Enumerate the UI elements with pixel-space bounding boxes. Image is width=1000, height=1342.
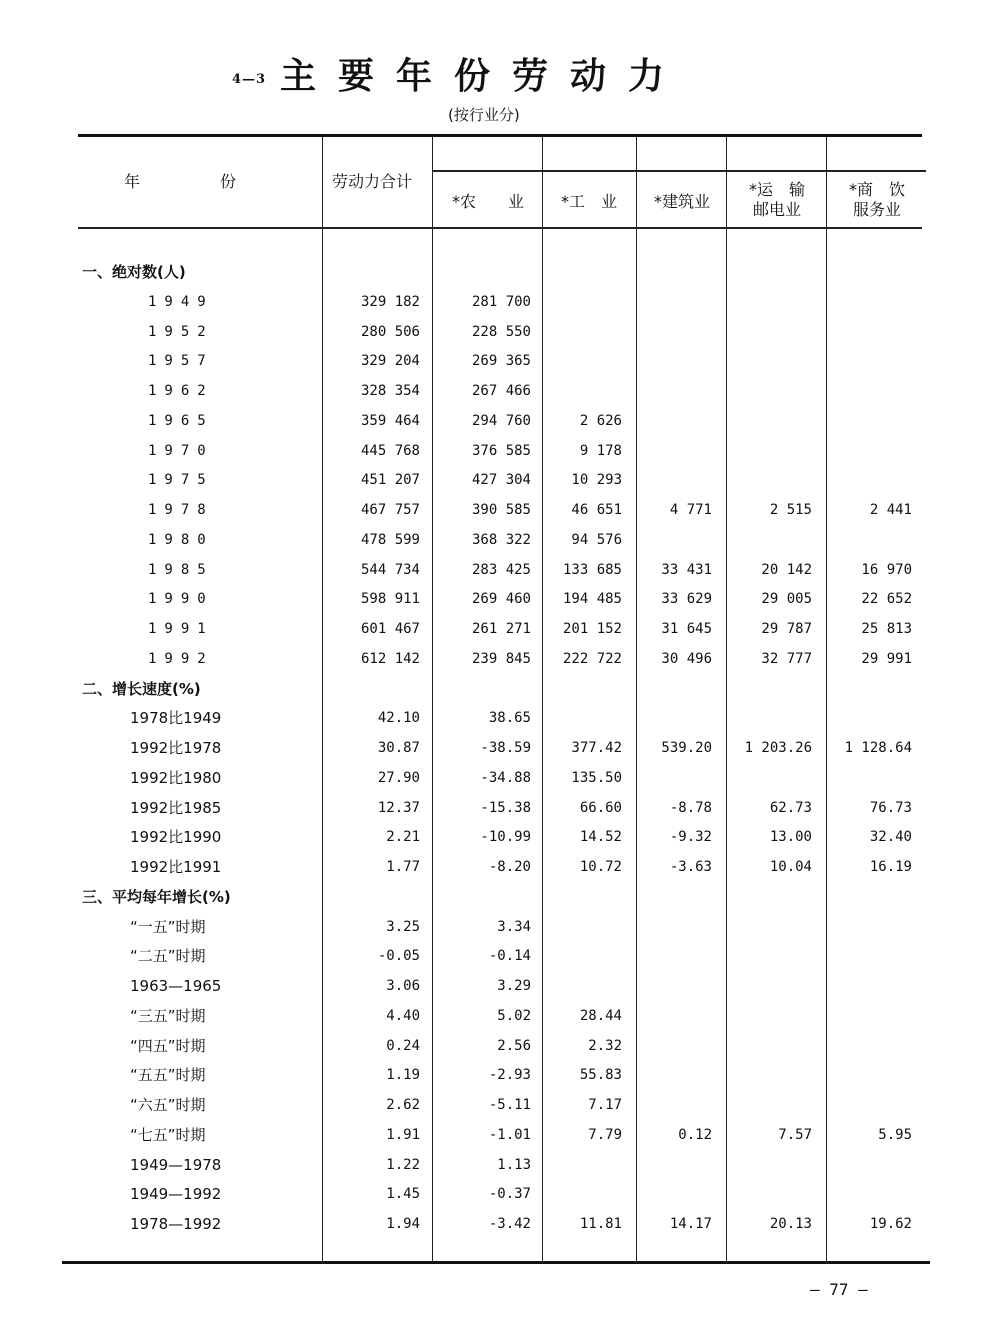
table-cell: 20 142 (761, 561, 812, 578)
table-cell: -3.42 (488, 1216, 531, 1232)
table-cell: 2 441 (869, 502, 912, 518)
table-row (0, 1121, 1000, 1151)
table-cell: 222 722 (562, 650, 622, 667)
row-label: “五五”时期 (130, 1066, 206, 1085)
row-label: 1978比1949 (130, 709, 222, 728)
row-label: “二五”时期 (130, 947, 206, 966)
table-cell: 10.04 (769, 859, 812, 875)
table-cell: 4.40 (386, 1007, 420, 1024)
table-cell: -34.88 (480, 769, 531, 786)
table-row (0, 942, 1000, 972)
table-cell: 12.37 (377, 799, 420, 816)
row-label: 1949—1992 (130, 1185, 222, 1204)
table-cell: 467 757 (360, 502, 420, 518)
table-cell: 16.19 (869, 859, 912, 875)
table-cell: 294 760 (471, 412, 531, 429)
table-cell: -1.01 (488, 1126, 531, 1143)
table-cell: 46 651 (571, 502, 622, 518)
section-row (0, 258, 1000, 288)
table-row (0, 615, 1000, 645)
table-cell: 1.13 (497, 1156, 531, 1173)
header-rule (78, 227, 922, 229)
table-row (0, 1180, 1000, 1210)
table-row (0, 318, 1000, 348)
table-cell: 281 700 (471, 293, 531, 310)
table-cell: 445 768 (360, 442, 420, 459)
table-cell: 5.02 (497, 1007, 531, 1024)
row-label: 1991 (148, 621, 214, 637)
table-cell: 13.00 (769, 829, 812, 846)
table-cell: 2.21 (386, 829, 420, 846)
table-cell: 427 304 (471, 472, 531, 489)
table-cell: 451 207 (360, 472, 420, 489)
table-cell: 9 178 (579, 442, 622, 459)
row-label: 1990 (148, 591, 214, 608)
row-label: 1975 (148, 472, 214, 489)
title-row (0, 48, 1000, 98)
header-industry-label: *工 业 (560, 192, 617, 211)
table-cell: 377.42 (571, 740, 622, 756)
header-commerce (832, 180, 922, 220)
table-cell: 2 515 (769, 502, 812, 518)
table-cell: 38.65 (488, 710, 531, 727)
header-transport-line2: 邮电业 (752, 200, 801, 219)
table-cell: 2.62 (386, 1097, 420, 1113)
table-cell: 601 467 (360, 621, 420, 637)
header-agriculture-label: *农 业 (451, 192, 524, 211)
table-cell: 1.45 (386, 1186, 420, 1203)
table-row (0, 466, 1000, 496)
table-cell: 359 464 (360, 412, 420, 429)
page-title: 主要年份劳动力 (280, 55, 687, 97)
subtitle: (按行业分) (448, 106, 520, 124)
table-cell: 1.77 (386, 859, 420, 875)
row-label: 1992比1980 (130, 768, 222, 787)
table-cell: 2.32 (588, 1037, 622, 1054)
table-cell: 42.10 (377, 710, 420, 727)
table-cell: 261 271 (471, 621, 531, 637)
row-label: 1985 (148, 561, 214, 578)
row-label: “七五”时期 (130, 1125, 206, 1144)
table-cell: 544 734 (360, 561, 420, 578)
table-cell: 16 970 (861, 561, 912, 578)
table-cell: 3.06 (386, 978, 420, 994)
table-row (0, 823, 1000, 853)
row-label: 1963—1965 (130, 977, 222, 995)
header-year: 年 份 (124, 172, 237, 191)
table-cell: 0.24 (386, 1037, 420, 1054)
table-cell: 228 550 (471, 323, 531, 340)
table-cell: 194 485 (562, 591, 622, 608)
table-cell: 135.50 (571, 769, 622, 786)
table-cell: 329 182 (360, 293, 420, 310)
table-cell: 32.40 (869, 829, 912, 846)
table-row (0, 972, 1000, 1002)
table-cell: -15.38 (480, 799, 531, 816)
header-transport-line1: *运 输 (748, 180, 805, 199)
table-cell: 239 845 (471, 650, 531, 667)
table-cell: 28.44 (579, 1007, 622, 1024)
table-cell: 328 354 (360, 383, 420, 399)
row-label: 1978 (148, 502, 214, 518)
row-label: 1970 (148, 442, 214, 459)
table-cell: -8.78 (669, 799, 712, 816)
table-cell: 3.34 (497, 918, 531, 935)
table-cell: 7.79 (588, 1126, 622, 1143)
table-cell: 33 431 (661, 561, 712, 578)
table-cell: 29 787 (761, 621, 812, 637)
section-row (0, 883, 1000, 913)
table-cell: 539.20 (661, 740, 712, 756)
table-row (0, 704, 1000, 734)
table-cell: 22 652 (861, 591, 912, 608)
table-cell: 0.12 (678, 1126, 712, 1143)
table-row (0, 496, 1000, 526)
table-cell: 11.81 (579, 1216, 622, 1232)
section-label: 二、增长速度(%) (82, 679, 201, 698)
table-cell: 29 991 (861, 650, 912, 667)
header-construction (640, 192, 724, 212)
table-cell: -0.37 (488, 1186, 531, 1203)
row-label: 1992比1991 (130, 858, 222, 876)
row-label: 1992比1990 (130, 828, 222, 847)
table-cell: -38.59 (480, 740, 531, 756)
table-cell: 7.17 (588, 1097, 622, 1113)
table-cell: 27.90 (377, 769, 420, 786)
row-label: “一五”时期 (130, 917, 206, 936)
table-row (0, 1032, 1000, 1062)
table-row (0, 794, 1000, 824)
table-cell: 1.91 (386, 1126, 420, 1143)
table-row (0, 556, 1000, 586)
table-cell: -0.14 (488, 948, 531, 965)
table-cell: 269 365 (471, 353, 531, 370)
row-label: 1949—1978 (130, 1155, 222, 1174)
table-cell: 2 626 (579, 412, 622, 429)
table-row (0, 1061, 1000, 1091)
table-cell: 14.52 (579, 829, 622, 846)
header-transport (732, 180, 822, 220)
header-agriculture (438, 192, 538, 212)
table-cell: 1.22 (386, 1156, 420, 1173)
row-label: 1992比1985 (130, 798, 222, 817)
table-cell: 66.60 (579, 799, 622, 816)
table-row (0, 288, 1000, 318)
header-industry (546, 192, 632, 212)
table-row (0, 645, 1000, 675)
table-cell: 1.19 (386, 1067, 420, 1084)
table-row (0, 347, 1000, 377)
table-cell: 269 460 (471, 591, 531, 608)
table-row (0, 764, 1000, 794)
table-row (0, 585, 1000, 615)
table-cell: 30.87 (377, 740, 420, 756)
row-label: 1965 (148, 412, 214, 429)
table-cell: 1.94 (386, 1216, 420, 1232)
table-cell: 55.83 (579, 1067, 622, 1084)
table-cell: 376 585 (471, 442, 531, 459)
row-label: 1992 (148, 650, 214, 667)
table-cell: 1 128.64 (844, 740, 912, 756)
table-cell: 267 466 (471, 383, 531, 399)
table-cell: -10.99 (480, 829, 531, 846)
table-cell: 29 005 (761, 591, 812, 608)
table-cell: 94 576 (571, 531, 622, 548)
header-commerce-line1: *商 饮 (848, 180, 905, 199)
section-label: 一、绝对数(人) (82, 263, 186, 281)
table-row (0, 1002, 1000, 1032)
table-cell: -2.93 (488, 1067, 531, 1084)
table-row (0, 407, 1000, 437)
table-cell: 19.62 (869, 1216, 912, 1232)
table-cell: 33 629 (661, 591, 712, 608)
table-cell: 10.72 (579, 859, 622, 875)
table-cell: 5.95 (878, 1126, 912, 1143)
table-cell: 25 813 (861, 621, 912, 637)
table-row (0, 913, 1000, 943)
section-label: 三、平均每年增长(%) (82, 887, 231, 906)
table-cell: 1 203.26 (744, 740, 812, 756)
page-number: — 77 — (810, 1280, 868, 1299)
table-cell: -3.63 (669, 859, 712, 875)
table-cell: 7.57 (778, 1126, 812, 1143)
table-cell: 368 322 (471, 531, 531, 548)
section-row (0, 675, 1000, 705)
row-label: 1992比1978 (130, 739, 222, 757)
row-label: 1962 (148, 383, 214, 399)
table-cell: 4 771 (669, 502, 712, 518)
table-cell: 31 645 (661, 621, 712, 637)
table-cell: 201 152 (562, 621, 622, 637)
table-row (0, 1151, 1000, 1181)
table-cell: 390 585 (471, 502, 531, 518)
row-label: 1978—1992 (130, 1215, 222, 1233)
header-commerce-line2: 服务业 (852, 200, 901, 219)
bottom-rule (62, 1261, 930, 1264)
table-cell: 3.25 (386, 918, 420, 935)
table-cell: 20.13 (769, 1216, 812, 1232)
top-rule (78, 134, 922, 137)
table-row (0, 437, 1000, 467)
row-label: “四五”时期 (130, 1036, 206, 1055)
table-cell: 76.73 (869, 799, 912, 816)
row-label: “六五”时期 (130, 1096, 206, 1114)
table-row (0, 526, 1000, 556)
table-cell: 280 506 (360, 323, 420, 340)
table-cell: 62.73 (769, 799, 812, 816)
table-cell: -8.20 (488, 859, 531, 875)
table-cell: 3.29 (497, 978, 531, 994)
table-cell: -9.32 (669, 829, 712, 846)
table-cell: -5.11 (488, 1097, 531, 1113)
header-construction-label: *建筑业 (653, 192, 710, 211)
table-cell: 32 777 (761, 650, 812, 667)
row-label: 1952 (148, 323, 214, 340)
table-cell: 10 293 (571, 472, 622, 489)
table-cell: 133 685 (562, 561, 622, 578)
table-cell: 329 204 (360, 353, 420, 370)
header-subrule (432, 170, 926, 172)
table-cell: 283 425 (471, 561, 531, 578)
header-total: 劳动力合计 (332, 172, 413, 191)
row-label: “三五”时期 (130, 1006, 206, 1025)
row-label: 1957 (148, 353, 214, 370)
table-cell: 2.56 (497, 1037, 531, 1054)
table-row (0, 734, 1000, 764)
table-cell: 612 142 (360, 650, 420, 667)
table-row (0, 1210, 1000, 1240)
table-cell: 14.17 (669, 1216, 712, 1232)
table-cell: 30 496 (661, 650, 712, 667)
table-cell: -0.05 (377, 948, 420, 965)
table-cell: 598 911 (360, 591, 420, 608)
table-row (0, 853, 1000, 883)
row-label: 1980 (148, 531, 214, 548)
table-row (0, 1091, 1000, 1121)
table-row (0, 377, 1000, 407)
table-number: 4—3 (232, 72, 267, 87)
row-label: 1949 (148, 293, 214, 310)
table-cell: 478 599 (360, 531, 420, 548)
